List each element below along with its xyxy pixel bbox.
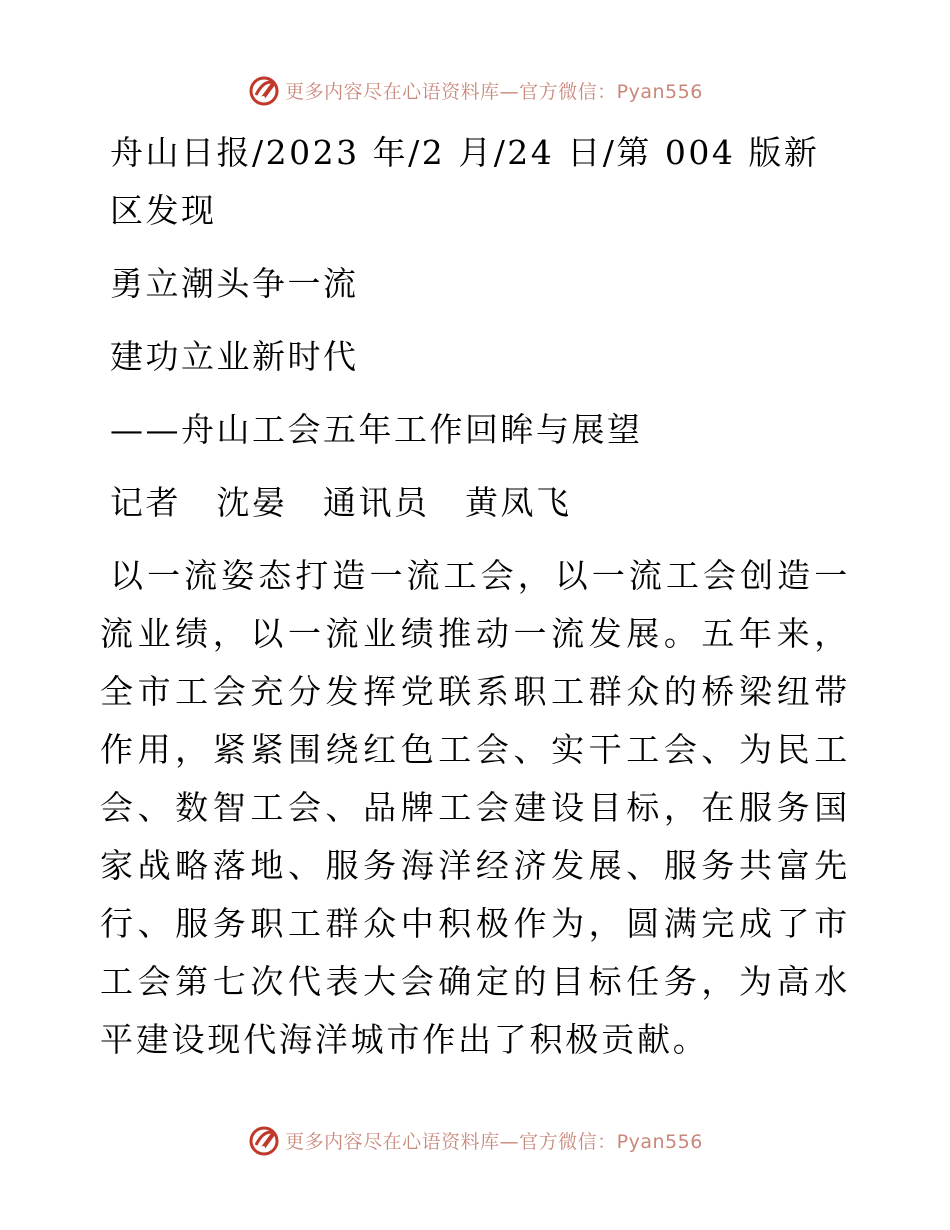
watermark-text: 更多内容尽在心语资料库—官方微信：Pyan556: [285, 1130, 703, 1153]
watermark-banner-bottom: [0, 1120, 950, 1160]
red-pen-swirl-logo-icon: [247, 1123, 281, 1157]
source-line: 舟山日报/2023 年/2 月/24 日/第 004 版新区发现: [110, 133, 820, 230]
article-body-paragraph: [100, 547, 850, 1069]
article-content: [100, 124, 850, 1069]
article-byline: 记者 沈晏 通讯员 黄凤飞: [110, 483, 572, 522]
article-subtitle: ——舟山工会五年工作回眸与展望: [110, 410, 643, 449]
watermark-text: 更多内容尽在心语资料库—官方微信：Pyan556: [285, 80, 703, 103]
body-text: 以一流姿态打造一流工会，以一流工会创造一流业绩，以一流业绩推动一流发展。五年来，全市工会充分发挥党联系职工群众的桥梁纽带作用，紧紧围绕红色工会、实干工会、为民工会、数智工会、品牌工会建设目标，在服务国家战略落地、服务海洋经济发展、服务共富先行、服务职工群众中积极作为，圆满完成了市工会第七次代表大会确定的目标任务，为高水平建设现代海洋城市作出了积极贡献。: [100, 556, 850, 1059]
red-pen-swirl-logo-icon: [247, 73, 281, 107]
headline-secondary: 建功立业新时代: [110, 337, 359, 376]
watermark-banner-top: [0, 70, 950, 110]
headline-primary: 勇立潮头争一流: [110, 264, 359, 303]
